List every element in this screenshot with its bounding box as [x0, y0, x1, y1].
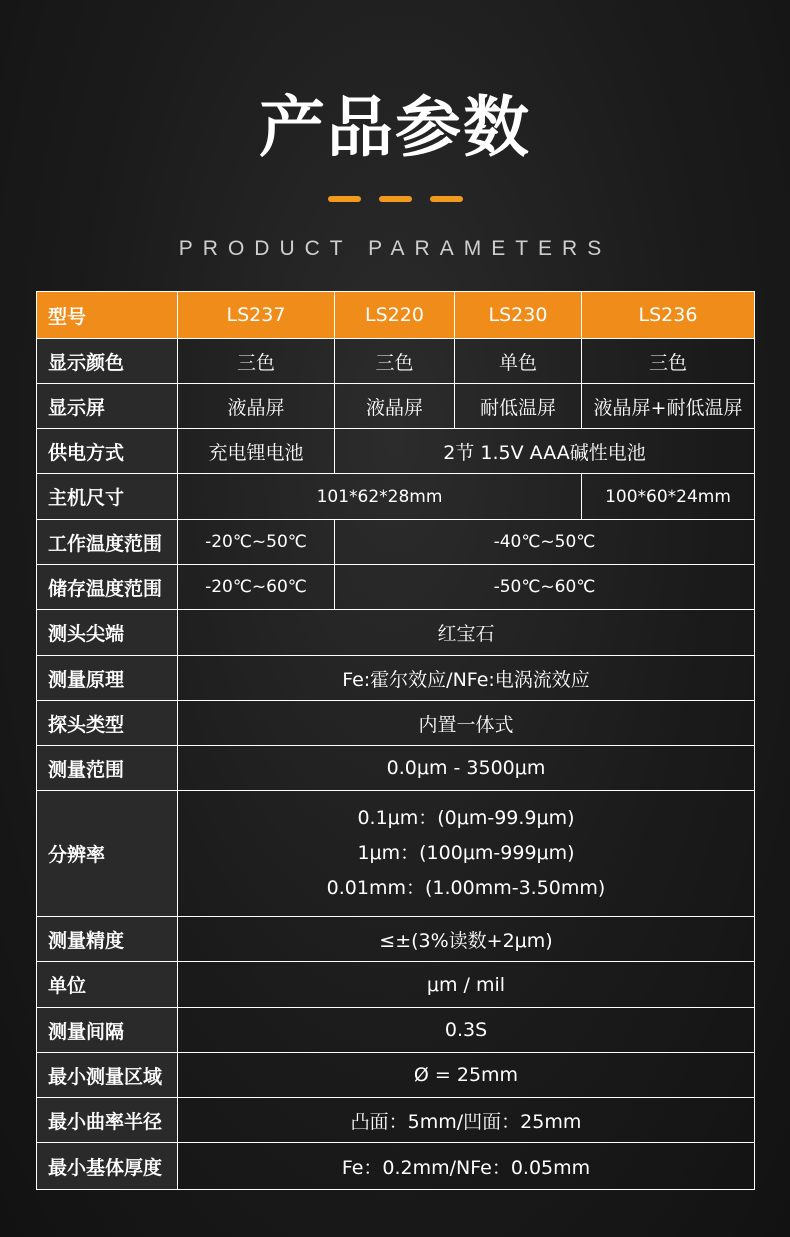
resolution-cell: [178, 791, 755, 917]
table-cell: -50℃~60℃: [335, 565, 755, 610]
model-cell: LS237: [178, 292, 335, 339]
table-row-min-area: [37, 1053, 755, 1098]
table-cell: μm / mil: [178, 962, 755, 1008]
row-label: 测量间隔: [37, 1008, 178, 1053]
row-label: 测量范围: [37, 746, 178, 791]
row-label: 显示屏: [37, 384, 178, 429]
table-cell: 0.0μm - 3500μm: [178, 746, 755, 791]
table-cell: 三色: [582, 339, 755, 384]
model-cell: LS230: [455, 292, 582, 339]
table-cell: ≤±(3%读数+2μm): [178, 917, 755, 962]
table-cell: 2节 1.5V AAA碱性电池: [335, 429, 755, 474]
table-cell: Fe：0.2mm/NFe：0.05mm: [178, 1143, 755, 1190]
table-row-probe-tip: [37, 610, 755, 656]
table-row-interval: [37, 1008, 755, 1053]
table-cell: 液晶屏+耐低温屏: [582, 384, 755, 429]
row-label: 测头尖端: [37, 610, 178, 656]
row-label: 最小基体厚度: [37, 1143, 178, 1190]
title-decoration: [0, 196, 790, 202]
model-cell: LS236: [582, 292, 755, 339]
resolution-line: 0.01mm：(1.00mm-3.50mm): [326, 877, 606, 899]
parameters-table: [36, 291, 755, 1190]
row-label: 探头类型: [37, 701, 178, 746]
decoration-dash: [328, 196, 361, 202]
table-row-operating-temp: [37, 520, 755, 565]
row-label: 主机尺寸: [37, 474, 178, 520]
table-cell: 100*60*24mm: [582, 474, 755, 520]
table-row-power: [37, 429, 755, 474]
row-label: 最小测量区域: [37, 1053, 178, 1098]
resolution-line: 0.1μm：(0μm-99.9μm): [357, 807, 575, 829]
row-label: 储存温度范围: [37, 565, 178, 610]
table-row-display-color: [37, 339, 755, 384]
row-label: 测量精度: [37, 917, 178, 962]
table-row-principle: [37, 656, 755, 701]
table-row-model: [37, 292, 755, 339]
table-row-size: [37, 474, 755, 520]
row-label: 供电方式: [37, 429, 178, 474]
decoration-dash: [430, 196, 463, 202]
table-cell: -20℃~50℃: [178, 520, 335, 565]
row-label: 工作温度范围: [37, 520, 178, 565]
row-label: 型号: [37, 292, 178, 339]
table-cell: 单色: [455, 339, 582, 384]
row-label: 显示颜色: [37, 339, 178, 384]
table-cell: Fe:霍尔效应/NFe:电涡流效应: [178, 656, 755, 701]
table-row-range: [37, 746, 755, 791]
table-cell: 耐低温屏: [455, 384, 582, 429]
row-label: 最小曲率半径: [37, 1098, 178, 1143]
table-cell: 三色: [178, 339, 335, 384]
table-cell: Ø = 25mm: [178, 1053, 755, 1098]
row-label: 分辨率: [37, 791, 178, 917]
table-cell: 凸面：5mm/凹面：25mm: [178, 1098, 755, 1143]
table-cell: -40℃~50℃: [335, 520, 755, 565]
row-label: 单位: [37, 962, 178, 1008]
page-title: 产品参数: [259, 89, 531, 166]
decoration-dash: [379, 196, 412, 202]
table-cell: 液晶屏: [178, 384, 335, 429]
model-cell: LS220: [335, 292, 455, 339]
table-row-display-screen: [37, 384, 755, 429]
table-row-unit: [37, 962, 755, 1008]
row-label: 测量原理: [37, 656, 178, 701]
table-cell: 三色: [335, 339, 455, 384]
table-cell: 充电锂电池: [178, 429, 335, 474]
table-cell: 红宝石: [178, 610, 755, 656]
table-row-accuracy: [37, 917, 755, 962]
resolution-line: 1μm：(100μm-999μm): [357, 842, 575, 864]
table-cell: 0.3S: [178, 1008, 755, 1053]
table-row-min-curvature: [37, 1098, 755, 1143]
table-row-probe-type: [37, 701, 755, 746]
table-cell: -20℃~60℃: [178, 565, 335, 610]
page-subtitle: PRODUCT PARAMETERS: [178, 237, 612, 260]
table-row-resolution: [37, 791, 755, 917]
table-cell: 液晶屏: [335, 384, 455, 429]
table-row-storage-temp: [37, 565, 755, 610]
table-cell: 内置一体式: [178, 701, 755, 746]
table-row-min-thickness: [37, 1143, 755, 1190]
table-cell: 101*62*28mm: [178, 474, 582, 520]
